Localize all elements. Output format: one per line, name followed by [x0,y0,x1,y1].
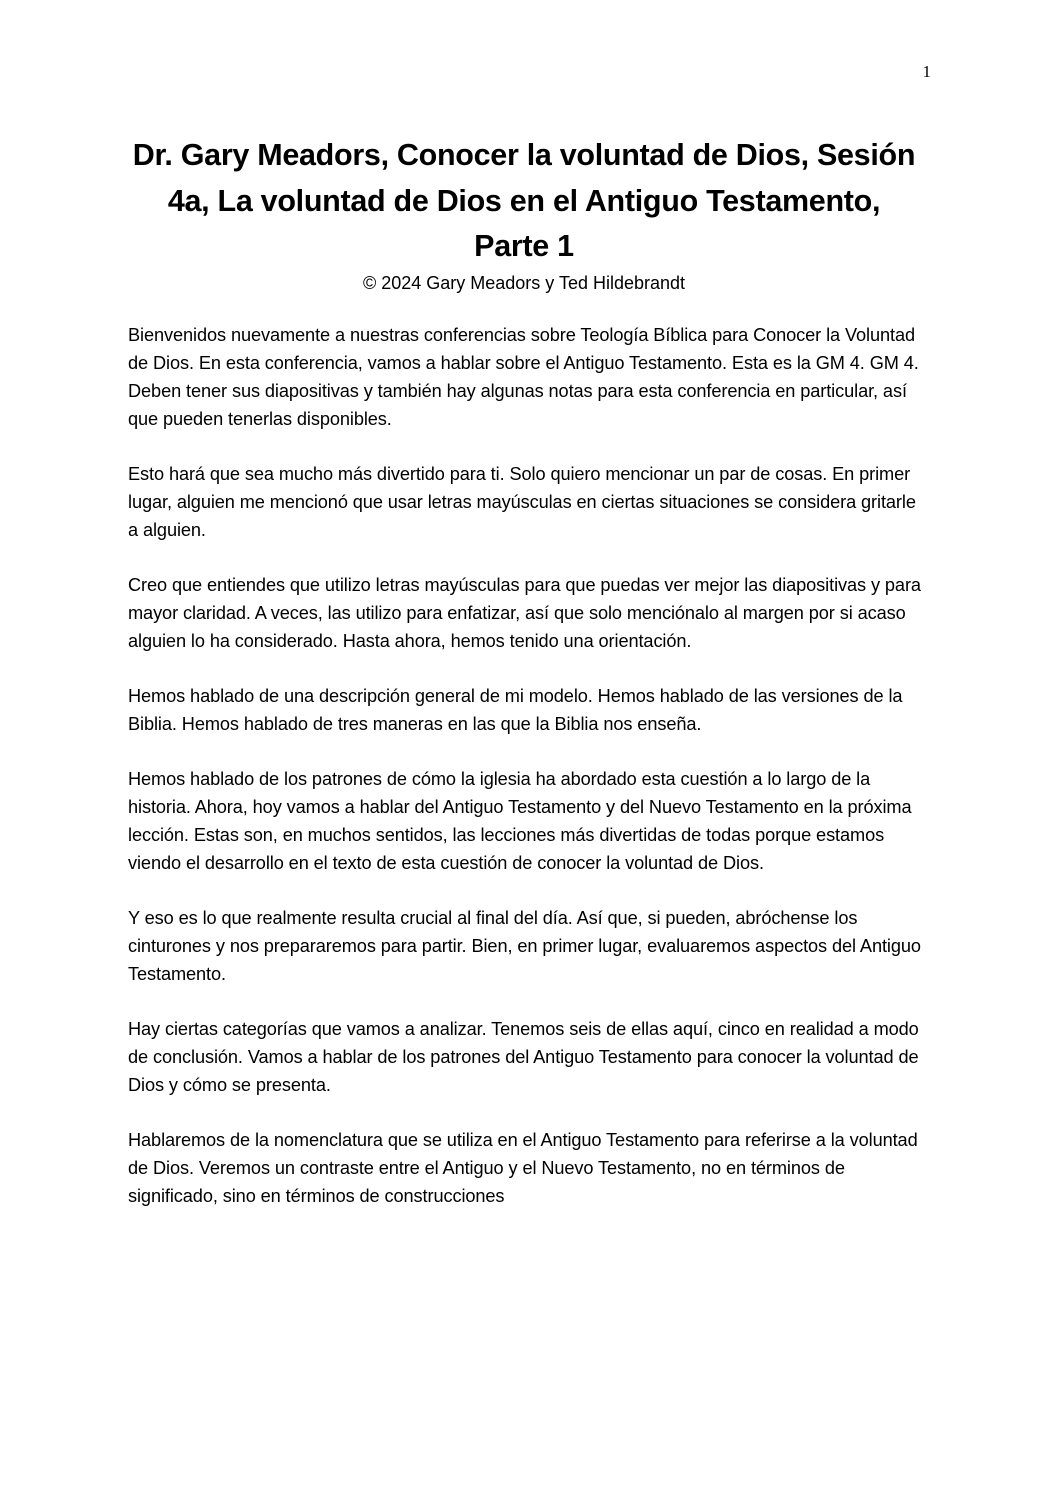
paragraph: Creo que entiendes que utilizo letras mayúsculas para que puedas ver mejor las diapositivas y para mayor claridad. A veces, las utilizo para enfatizar, así que solo menciónalo al margen por si acaso alguien lo ha considerado. Hasta ahora, hemos tenido una orientación. [128,575,921,651]
page-number: 1 [922,62,931,81]
paragraph: Hemos hablado de una descripción general de mi modelo. Hemos hablado de las versiones de la Biblia. Hemos hablado de tres maneras en las que la Biblia nos enseña. [128,686,903,734]
paragraph: Hay ciertas categorías que vamos a analizar. Tenemos seis de ellas aquí, cinco en realidad a modo de conclusión. Vamos a hablar de los patrones del Antiguo Testamento para conocer la voluntad de Dios y cómo se presenta. [128,1019,919,1095]
copyright-line: © 2024 Gary Meadors y Ted Hildebrandt [362,272,686,293]
paragraph: Bienvenidos nuevamente a nuestras conferencias sobre Teología Bíblica para Conocer la Voluntad de Dios. En esta conferencia, vamos a hablar sobre el Antiguo Testamento. Esta es la GM 4. GM 4. Deben tener sus diapositivas y también hay algunas notas para esta conferencia en particular, así que pueden tenerlas disponibles. [128,325,919,429]
document-title: Dr. Gary Meadors, Conocer la voluntad de Dios, Sesión 4a, La voluntad de Dios en el Antiguo Testamento, Parte 1 [132,138,916,263]
paragraph: Y eso es lo que realmente resulta crucial al final del día. Así que, si pueden, abróchense los cinturones y nos prepararemos para partir. Bien, en primer lugar, evaluaremos aspectos del Antiguo Testamento. [128,908,921,984]
document-header [128,133,920,296]
document-body [128,321,928,1237]
paragraph: Hemos hablado de los patrones de cómo la iglesia ha abordado esta cuestión a lo largo de la historia. Ahora, hoy vamos a hablar del Antiguo Testamento y del Nuevo Testamento en la próxima lección. Estas son, en muchos sentidos, las lecciones más divertidas de todas porque estamos viendo el desarrollo en el texto de esta cuestión de conocer la voluntad de Dios. [128,769,912,873]
paragraph: Hablaremos de la nomenclatura que se utiliza en el Antiguo Testamento para referirse a la voluntad de Dios. Veremos un contraste entre el Antiguo y el Nuevo Testamento, no en términos de significado, sino en términos de construcciones [128,1130,918,1206]
paragraph: Esto hará que sea mucho más divertido para ti. Solo quiero mencionar un par de cosas. En primer lugar, alguien me mencionó que usar letras mayúsculas en ciertas situaciones se considera gritarle a alguien. [128,464,916,540]
